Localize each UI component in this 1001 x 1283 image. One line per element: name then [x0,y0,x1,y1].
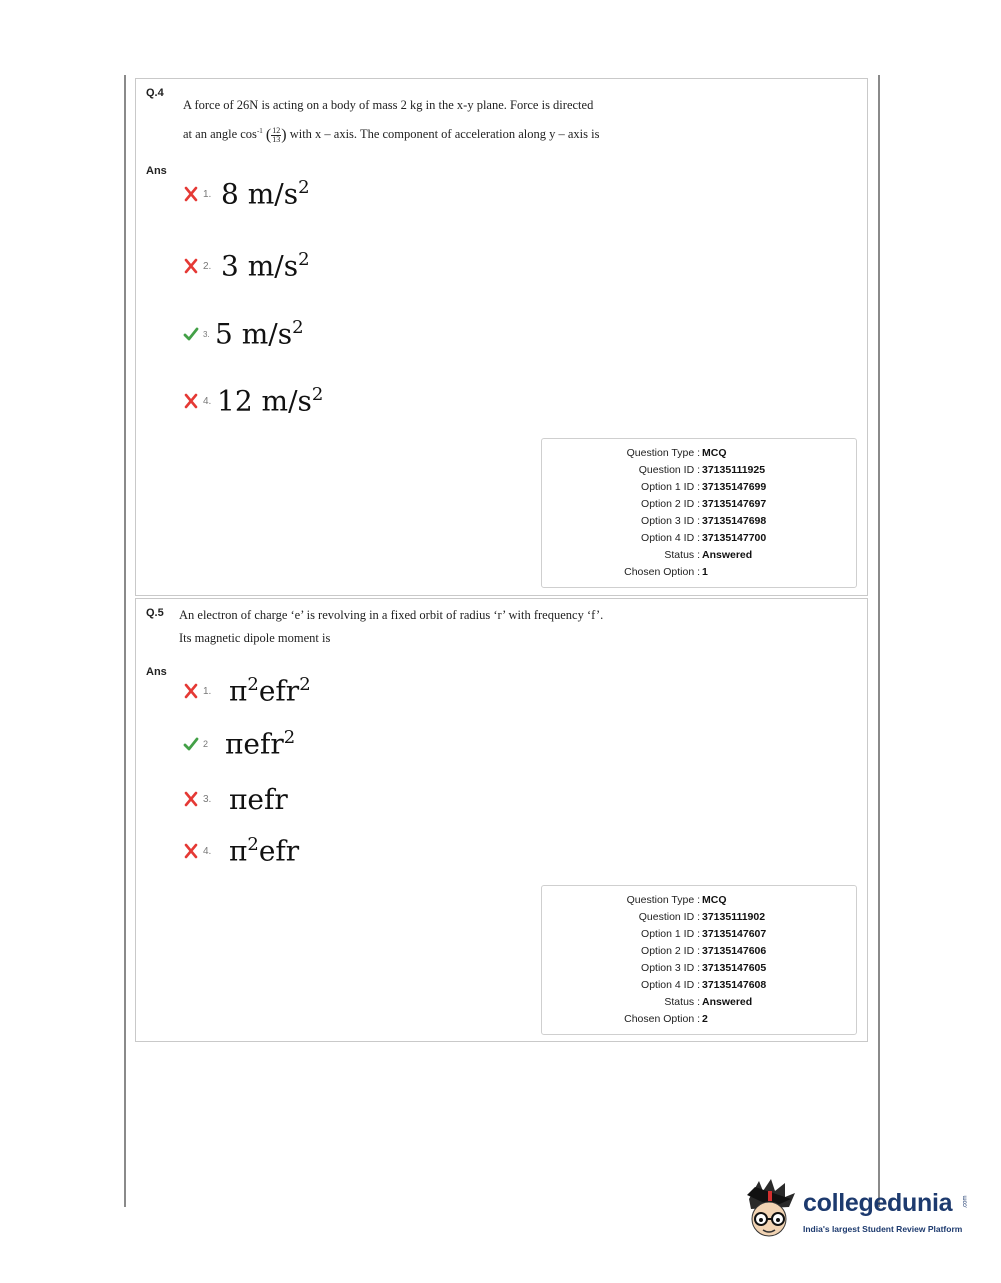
info-option4-id [542,532,856,549]
option-text [229,783,288,816]
cross-icon [183,258,199,274]
option-text [221,249,310,282]
question-card-q5 [135,598,868,1042]
option-text [229,674,311,707]
option-number: 2 [203,739,209,749]
option-sup: 2 [247,834,259,856]
option-number: 1. [203,685,212,697]
page-frame-left [124,75,126,1207]
info-value: 37135147605 [702,962,767,974]
cross-icon [183,186,199,202]
mascot-icon [741,1177,803,1245]
option-1 [183,671,311,711]
info-value: 2 [702,1013,708,1025]
info-chosen-option [542,566,856,583]
page-frame-right [878,75,880,1207]
info-label: Status : [664,549,700,561]
option-sup: 2 [292,317,304,339]
option-number: 3. [203,793,212,805]
option-part: πefr [229,782,288,816]
question-info-panel [541,885,857,1035]
option-part: efr [258,834,300,868]
collegedunia-logo[interactable] [741,1175,971,1245]
info-label: Option 4 ID : [641,532,700,544]
text-pre: at an angle cos [183,127,257,142]
logo-wordmark: collegedunia [803,1189,953,1217]
option-number: 3. [203,329,210,339]
info-label: Chosen Option : [624,566,700,578]
question-text-line2: Its magnetic dipole moment is [179,631,331,645]
info-question-type [542,447,856,464]
info-value: 37135147700 [702,532,767,544]
option-part: π [229,834,248,868]
text-post: with x – axis. The component of acceleration along y – axis is [289,127,600,142]
check-icon [183,326,199,342]
option-number: 4. [203,395,212,407]
option-sup: 2 [247,674,259,696]
logo-tagline: India's largest Student Review Platform [803,1224,963,1234]
info-option3-id [542,962,856,979]
option-3 [183,779,288,819]
question-card-q4 [135,78,868,596]
info-label: Question Type : [626,894,700,906]
info-value: MCQ [702,894,727,906]
ans-label: Ans [146,165,167,177]
info-question-id [542,464,856,481]
info-option4-id [542,979,856,996]
option-value: 3 m/s [221,249,299,283]
info-value: 37135111925 [702,464,766,476]
info-value: 37135147699 [702,481,767,493]
info-status [542,996,856,1013]
option-sup: 2 [311,384,324,406]
option-sup: 2 [283,727,296,749]
option-2 [183,246,310,286]
fraction [271,127,281,144]
info-label: Question ID : [638,911,700,923]
info-label: Status : [664,996,700,1008]
info-value: 37135111902 [702,911,766,923]
option-sup: 2 [298,177,310,199]
info-value: 37135147698 [702,515,767,527]
option-text [229,834,299,867]
fraction-denominator: 13 [272,134,281,144]
info-label: Option 2 ID : [641,498,700,510]
option-4 [183,381,323,421]
info-label: Chosen Option : [624,1013,700,1025]
info-value: 37135147697 [702,498,767,510]
option-1 [183,174,310,214]
question-number: Q.5 [146,607,164,619]
option-text [225,727,295,760]
info-value: Answered [702,549,753,561]
info-chosen-option [542,1013,856,1030]
option-text [221,177,310,210]
fraction-numerator: 12 [272,125,281,135]
cross-icon [183,683,199,699]
info-value: 37135147607 [702,928,767,940]
option-number: 2. [203,260,212,272]
info-value: 37135147606 [702,945,767,957]
question-text-line2 [183,118,653,148]
info-value: Answered [702,996,753,1008]
info-label: Option 2 ID : [641,945,700,957]
info-label: Option 3 ID : [641,515,700,527]
info-value: MCQ [702,447,727,459]
info-label: Option 1 ID : [641,928,700,940]
option-sup: 2 [298,249,310,271]
question-text [183,92,653,148]
info-label: Question Type : [626,447,700,459]
info-question-id [542,911,856,928]
info-option2-id [542,498,856,515]
info-value: 1 [702,566,708,578]
cross-icon [183,393,199,409]
info-option3-id [542,515,856,532]
inverse-sup: -1 [256,127,263,135]
cross-icon [183,843,199,859]
option-part: efr [258,674,300,708]
option-3 [183,314,304,354]
cross-icon [183,791,199,807]
info-option1-id [542,481,856,498]
option-value: 5 m/s [215,317,293,351]
info-option1-id [542,928,856,945]
option-2 [183,724,295,764]
paren-open: ( [265,126,272,144]
question-info-panel [541,438,857,588]
option-part: πefr [225,727,284,761]
info-label: Option 4 ID : [641,979,700,991]
info-label: Option 3 ID : [641,962,700,974]
paren-close: ) [281,126,287,144]
question-number: Q.4 [146,87,164,99]
question-text-line1: An electron of charge ‘e’ is revolving in a fixed orbit of radius ‘r’ with frequency ‘f’. [179,608,604,622]
option-value: 8 m/s [221,177,299,211]
option-number: 1. [203,188,212,200]
option-part: π [229,674,248,708]
option-value: 12 m/s [217,384,312,418]
option-text [215,317,304,350]
question-text [179,604,679,650]
info-status [542,549,856,566]
option-number: 4. [203,845,212,857]
option-4 [183,831,299,871]
info-option2-id [542,945,856,962]
info-question-type [542,894,856,911]
ans-label: Ans [146,666,167,678]
info-value: 37135147608 [702,979,767,991]
info-label: Question ID : [638,464,700,476]
check-icon [183,736,199,752]
option-sup: 2 [299,674,311,696]
question-text-line1: A force of 26N is acting on a body of mass 2 kg in the x-y plane. Force is directed [183,98,594,112]
info-label: Option 1 ID : [641,481,700,493]
logo-com: .com [962,1195,969,1209]
option-text [217,384,323,417]
